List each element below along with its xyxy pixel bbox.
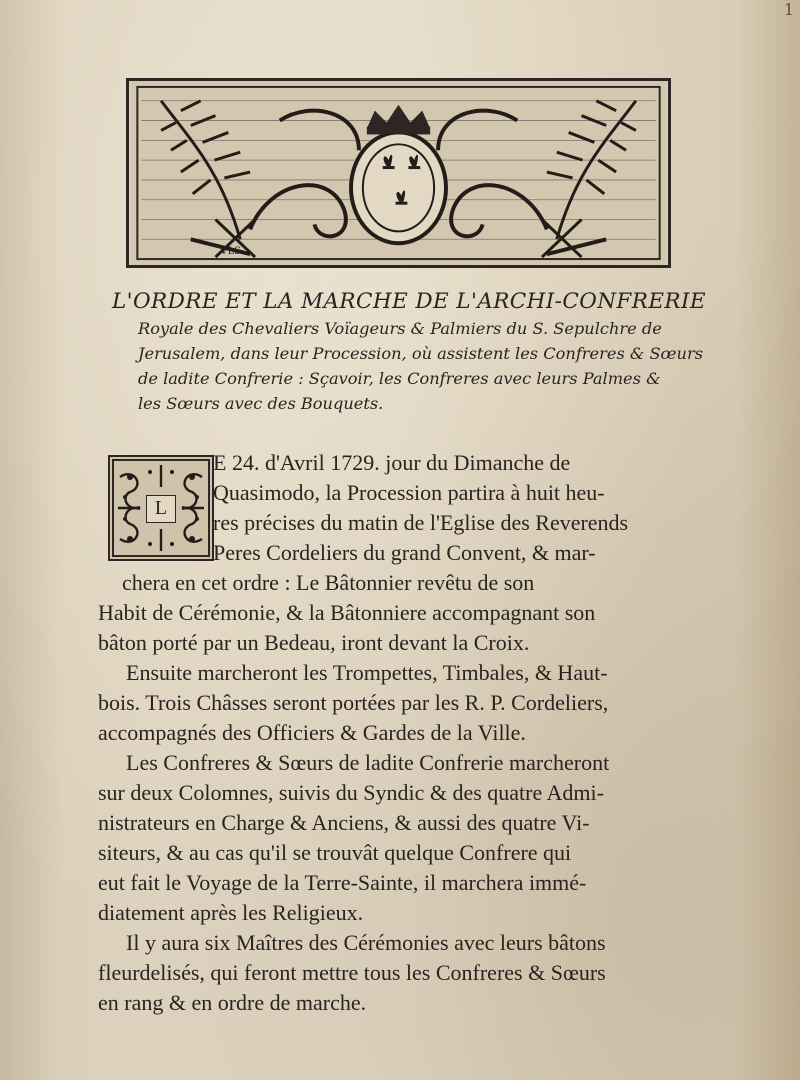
body-line: bâton porté par un Bedeau, iront devant la Croix.: [98, 630, 530, 655]
paragraph-3: [98, 748, 698, 928]
body-line: E 24. d'Avril 1729. jour du Dimanche de: [213, 450, 571, 475]
body-line: bois. Trois Châsses seront portées par les R. P. Cordeliers,: [98, 690, 609, 715]
paragraph-2: [98, 658, 698, 748]
title-line-2: Jerusalem, dans leur Procession, où assistent les Confreres & Sœurs: [138, 344, 704, 363]
document-body: [98, 448, 698, 1018]
body-line: siteurs, & au cas qu'il se trouvât quelque Confrere qui: [98, 840, 572, 865]
drop-cap-letter: L: [146, 495, 176, 523]
body-line: Ensuite marcheront les Trompettes, Timbales, & Haut-: [126, 660, 608, 685]
body-line: nistrateurs en Charge & Anciens, & aussi des quatre Vi-: [98, 810, 590, 835]
body-line: en rang & en ordre de marche.: [98, 990, 367, 1015]
body-line: chera en cet ordre : Le Bâtonnier revêtu de son: [122, 570, 535, 595]
body-line: Il y aura six Maîtres des Cérémonies avec leurs bâtons: [126, 930, 606, 955]
headpiece-ornament: [126, 78, 671, 268]
body-line: sur deux Colomnes, suivis du Syndic & des quatre Admi-: [98, 780, 604, 805]
body-line: Quasimodo, la Procession partira à huit heu-: [213, 480, 605, 505]
body-line: eut fait le Voyage de la Terre-Sainte, il marchera immé-: [98, 870, 587, 895]
title-line-4: les Sœurs avec des Bouquets.: [138, 394, 384, 413]
body-line: accompagnés des Officiers & Gardes de la Ville.: [98, 720, 526, 745]
paragraph-4: [98, 928, 698, 1018]
body-line: res précises du matin de l'Eglise des Reverends: [213, 510, 629, 535]
corner-page-mark: 1: [783, 0, 794, 19]
body-line: Peres Cordeliers du grand Convent, & mar-: [213, 540, 596, 565]
document-title: [112, 288, 707, 416]
body-line: Habit de Cérémonie, & la Bâtonniere accompagnant son: [98, 600, 596, 625]
paragraph-1: [98, 448, 698, 658]
title-heading: L'ORDRE ET LA MARCHE DE L'ARCHI-CONFRERIE: [112, 289, 707, 314]
body-line: diatement après les Religieux.: [98, 900, 364, 925]
royal-arms-ornament-icon: [129, 81, 668, 265]
body-line: fleurdelisés, qui feront mettre tous les Confreres & Sœurs: [98, 960, 606, 985]
body-line: Les Confreres & Sœurs de ladite Confrerie marcheront: [126, 750, 610, 775]
title-line-1: Royale des Chevaliers Voïageurs & Palmiers du S. Sepulchre de: [138, 319, 662, 338]
title-line-3: de ladite Confrerie : Sçavoir, les Confreres avec leurs Palmes &: [138, 369, 661, 388]
engraver-signature: VLS: [220, 246, 241, 258]
